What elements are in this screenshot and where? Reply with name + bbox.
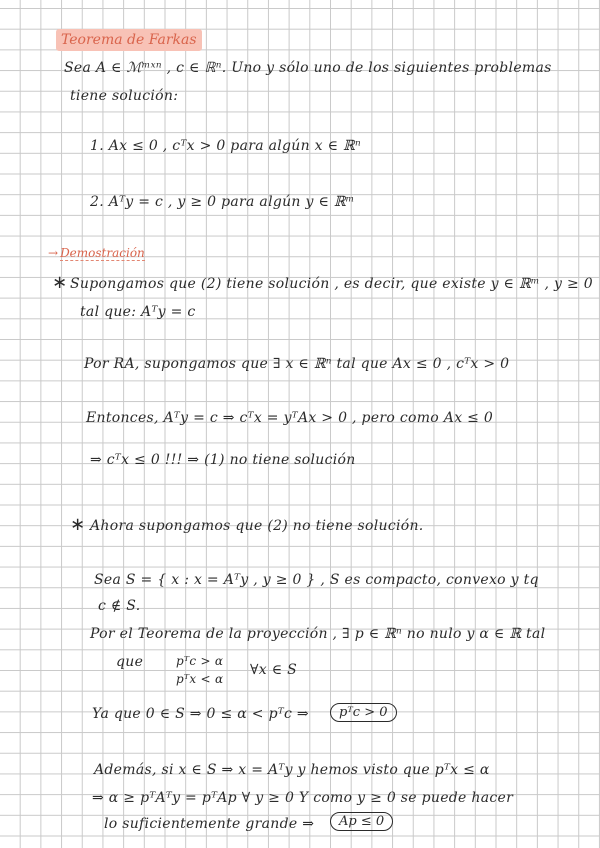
part2-line-2: Sea S = { x : x = Aᵀy , y ≥ 0 } , S es compacto, convexo y tq (94, 572, 539, 588)
part2-que: que (116, 654, 144, 670)
result-box-2: Ap ≤ 0 (330, 812, 393, 831)
part2-line-4: Por el Teorema de la proyección , ∃ p ∈ ℝⁿ no nulo y α ∈ ℝ tal (90, 626, 546, 642)
bullet-2: ∗ (70, 514, 86, 535)
part2-line-8: ⇒ α ≥ pᵀAᵀy = pᵀAp ∀ y ≥ 0 Y como y ≥ 0 se puede hacer (92, 790, 514, 806)
statement-line-1: Sea A ∈ ℳᵐˣⁿ , c ∈ ℝⁿ. Uno y sólo uno de los siguientes problemas (64, 60, 552, 76)
forall-x-in-s: ∀x ∈ S (250, 662, 297, 678)
part2-line-3: c ∉ S. (98, 598, 141, 614)
part2-line-6: Ya que 0 ∈ S ⇒ 0 ≤ α < pᵀc ⇒ (92, 706, 309, 722)
part1-line-3: Por RA, supongamos que ∃ x ∈ ℝⁿ tal que Ax ≤ 0 , cᵀx > 0 (84, 356, 510, 372)
part2-line-1: Ahora supongamos que (2) no tiene solución. (90, 518, 424, 534)
statement-line-2: tiene solución: (70, 88, 179, 104)
ineq-pc: pᵀc > α (176, 654, 224, 668)
part2-line-7: Además, si x ∈ S ⇒ x = Aᵀy y hemos visto que pᵀx ≤ α (94, 762, 490, 778)
demo-label: Demostración (60, 246, 145, 260)
demo-heading (48, 246, 145, 260)
part1-line-5: ⇒ cᵀx ≤ 0 !!! ⇒ (1) no tiene solución (90, 452, 356, 468)
arrow-icon: → (48, 246, 59, 260)
part1-line-4: Entonces, Aᵀy = c ⇒ cᵀx = yᵀAx > 0 , pero como Ax ≤ 0 (86, 410, 494, 426)
theorem-title: Teorema de Farkas (56, 29, 202, 51)
result-box-1: pᵀc > 0 (330, 703, 397, 722)
bullet-1: ∗ (52, 272, 68, 293)
part1-line-2: tal que: Aᵀy = c (80, 304, 196, 320)
problem-2: 2. Aᵀy = c , y ≥ 0 para algún y ∈ ℝᵐ (90, 194, 355, 210)
part1-line-1: Supongamos que (2) tiene solución , es decir, que existe y ∈ ℝᵐ , y ≥ 0 (70, 276, 593, 292)
ineq-px: pᵀx < α (176, 672, 224, 686)
problem-1: 1. Ax ≤ 0 , cᵀx > 0 para algún x ∈ ℝⁿ (90, 138, 361, 154)
part2-line-9: lo suficientemente grande ⇒ (104, 816, 315, 832)
